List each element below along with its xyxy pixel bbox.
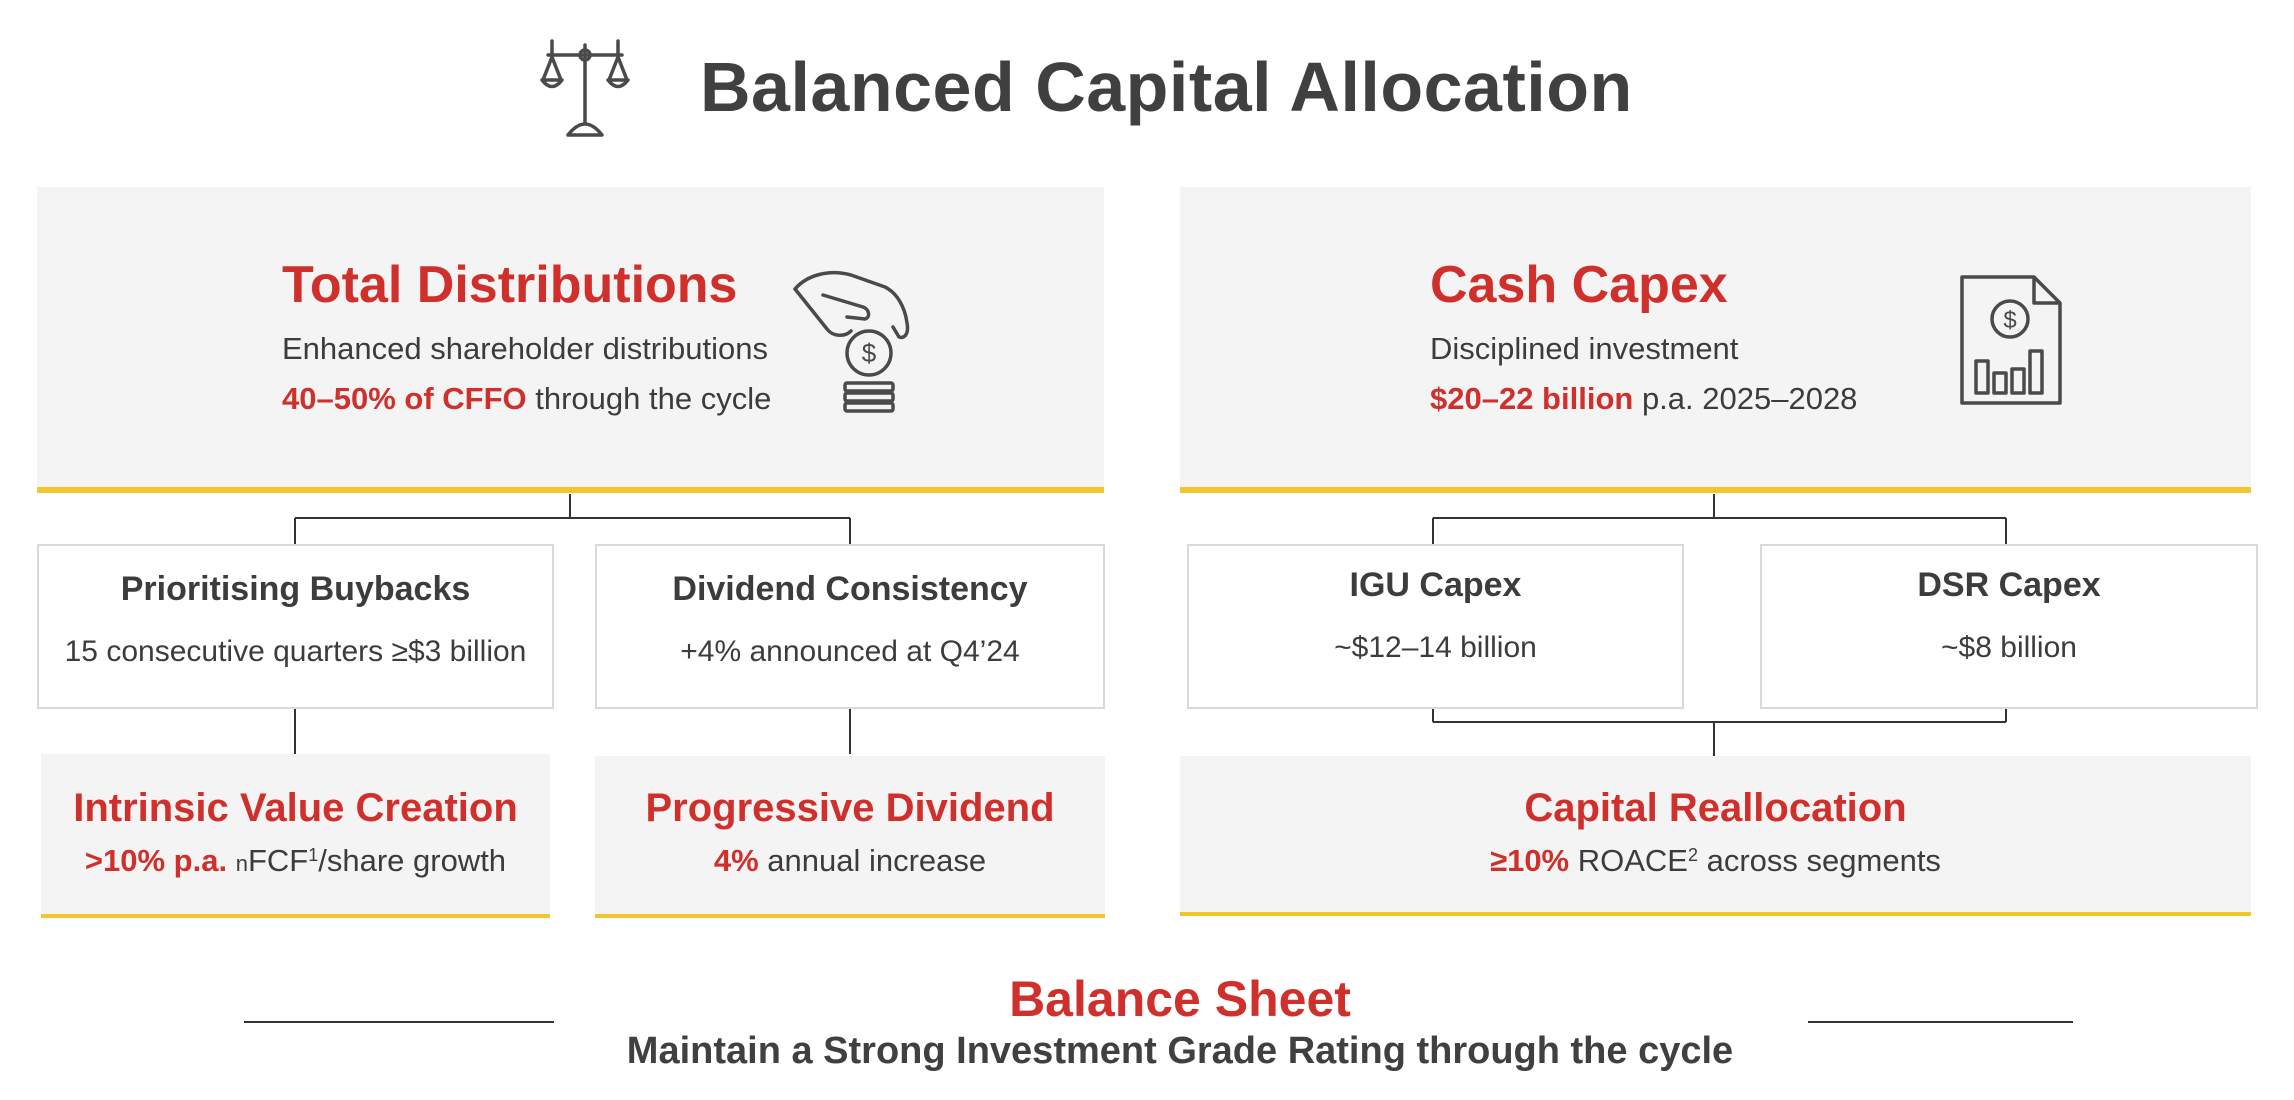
- progressive-dividend-box: [595, 756, 1105, 918]
- footer-title: Balance Sheet: [1009, 971, 1351, 1027]
- panel-heading: Cash Capex: [1430, 256, 1728, 314]
- outcome-text: ≥10% ROACE$^2$ across segments: [1490, 843, 1941, 878]
- outcome-text: >10% p.a. nFCF$^1$/share growth: [84, 843, 507, 878]
- box-title: IGU Capex: [1349, 566, 1522, 604]
- panel-subtitle: Disciplined investment: [1430, 331, 1739, 366]
- box-text: ~$8 billion: [1941, 631, 2077, 664]
- outcome-title: Capital Reallocation: [1524, 786, 1907, 830]
- outcome-title: Progressive Dividend: [645, 786, 1055, 830]
- box-title: Dividend Consistency: [672, 570, 1028, 608]
- prioritising-buybacks-box: [37, 544, 554, 709]
- capital-reallocation-box: [1180, 756, 2251, 916]
- box-text: +4% announced at Q4’24: [680, 635, 1020, 668]
- dsr-capex-box: [1760, 544, 2258, 709]
- footer-text: Maintain a Strong Investment Grade Rating through the cycle: [626, 1030, 1734, 1072]
- invoice-chart-icon: [1956, 273, 2066, 408]
- box-text: 15 consecutive quarters ≥$3 billion: [64, 635, 527, 668]
- intrinsic-value-creation-box: [41, 754, 550, 918]
- box-title: DSR Capex: [1917, 566, 2101, 604]
- footer-rule-left: [244, 1021, 554, 1023]
- panel-subtitle: Enhanced shareholder distributions: [282, 331, 768, 366]
- svg-text:$: $: [2003, 307, 2017, 334]
- panel-highlight: $20–22 billion p.a. 2025–2028: [1430, 381, 1858, 416]
- dividend-consistency-box: [595, 544, 1105, 709]
- box-title: Prioritising Buybacks: [120, 570, 471, 608]
- hand-coin-icon: [789, 267, 919, 417]
- igu-capex-box: [1187, 544, 1684, 709]
- panel-highlight: 40–50% of CFFO through the cycle: [282, 381, 772, 416]
- page-title: Balanced Capital Allocation: [700, 48, 1633, 126]
- footer-rule-right: [1808, 1021, 2073, 1023]
- total-distributions-panel: [37, 187, 1104, 493]
- cash-capex-panel: [1180, 187, 2251, 493]
- outcome-title: Intrinsic Value Creation: [73, 786, 518, 830]
- svg-text:$: $: [861, 338, 877, 368]
- outcome-text: 4% annual increase: [713, 843, 987, 878]
- box-text: ~$12–14 billion: [1334, 631, 1537, 664]
- panel-heading: Total Distributions: [282, 256, 738, 314]
